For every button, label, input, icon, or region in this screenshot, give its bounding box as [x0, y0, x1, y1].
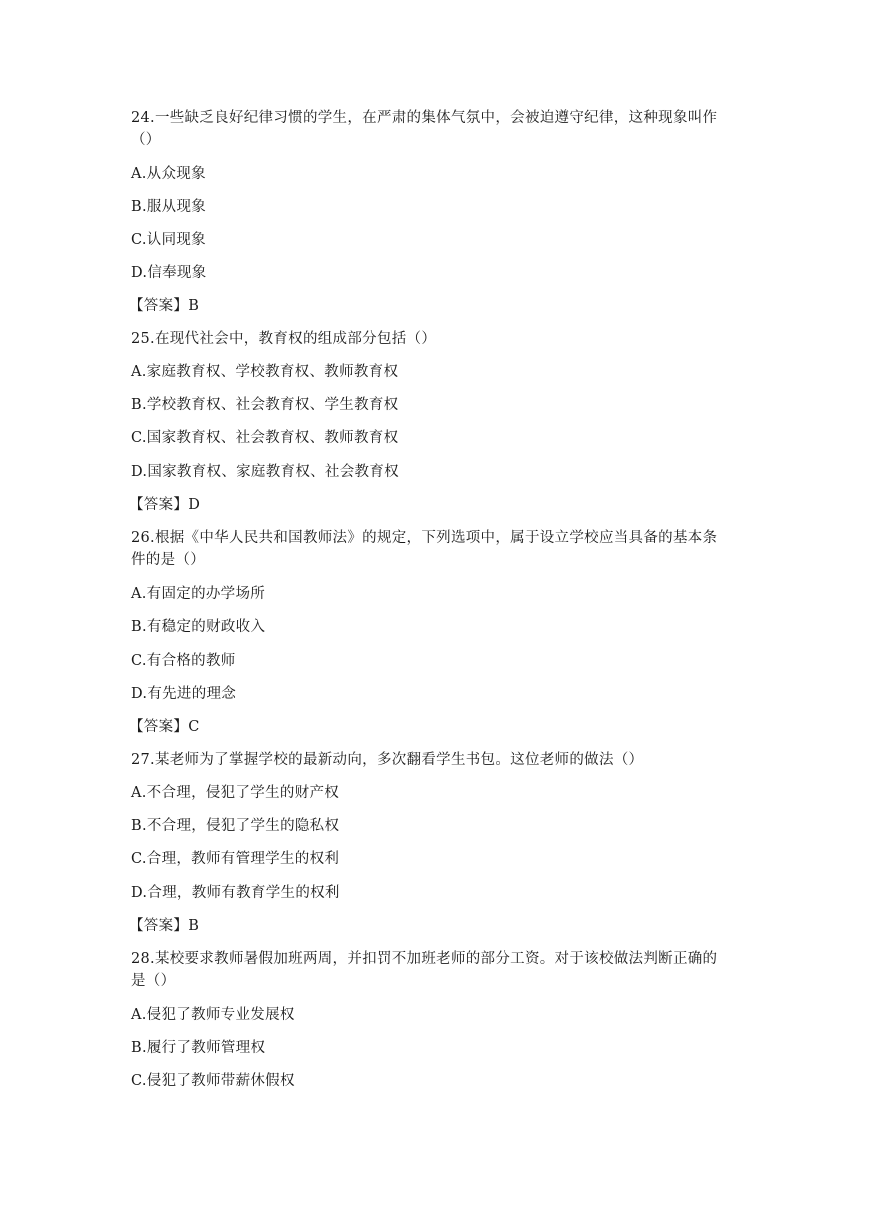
q27-answer: 【答案】B	[129, 918, 200, 934]
q26-stem-line-2: 件的是（）	[131, 552, 205, 568]
q25-option-c: C.国家教育权、社会教育权、教师教育权	[131, 430, 399, 446]
q28-option-c: C.侵犯了教师带薪休假权	[131, 1073, 295, 1089]
q25-option-b: B.学校教育权、社会教育权、学生教育权	[131, 397, 399, 413]
q26-option-c: C.有合格的教师	[131, 653, 236, 669]
q27-option-a: A.不合理，侵犯了学生的财产权	[131, 785, 340, 801]
q24-answer: 【答案】B	[129, 298, 200, 314]
q28-stem-line-1: 28.某校要求教师暑假加班两周，并扣罚不加班老师的部分工资。对于该校做法判断正确的	[131, 951, 718, 967]
q27-option-c: C.合理，教师有管理学生的权利	[131, 851, 340, 867]
q27-option-d: D.合理，教师有教育学生的权利	[131, 885, 340, 901]
q24-option-a: A.从众现象	[131, 166, 206, 182]
q25-stem-line-1: 25.在现代社会中，教育权的组成部分包括（）	[131, 331, 437, 347]
q27-option-b: B.不合理，侵犯了学生的隐私权	[131, 818, 340, 834]
q26-answer: 【答案】C	[129, 719, 200, 735]
q28-stem-line-2: 是（）	[131, 973, 176, 989]
q25-answer: 【答案】D	[129, 497, 201, 513]
q28-option-a: A.侵犯了教师专业发展权	[131, 1007, 295, 1023]
q24-stem-line-2: （）	[131, 132, 161, 148]
q28-option-b: B.履行了教师管理权	[131, 1040, 266, 1056]
q27-stem-line-1: 27.某老师为了掌握学校的最新动向，多次翻看学生书包。这位老师的做法（）	[131, 752, 644, 768]
q25-option-d: D.国家教育权、家庭教育权、社会教育权	[131, 464, 399, 480]
q24-option-d: D.信奉现象	[131, 265, 207, 281]
q24-option-c: C.认同现象	[131, 232, 206, 248]
q24-stem-line-1: 24.一些缺乏良好纪律习惯的学生，在严肃的集体气氛中，会被迫遵守纪律，这种现象叫作	[131, 110, 718, 126]
q26-stem-line-1: 26.根据《中华人民共和国教师法》的规定，下列选项中，属于设立学校应当具备的基本条	[131, 530, 718, 546]
q26-option-a: A.有固定的办学场所	[131, 586, 266, 602]
q25-option-a: A.家庭教育权、学校教育权、教师教育权	[131, 364, 399, 380]
q26-option-d: D.有先进的理念	[131, 686, 237, 702]
q26-option-b: B.有稳定的财政收入	[131, 619, 266, 635]
q24-option-b: B.服从现象	[131, 199, 207, 215]
